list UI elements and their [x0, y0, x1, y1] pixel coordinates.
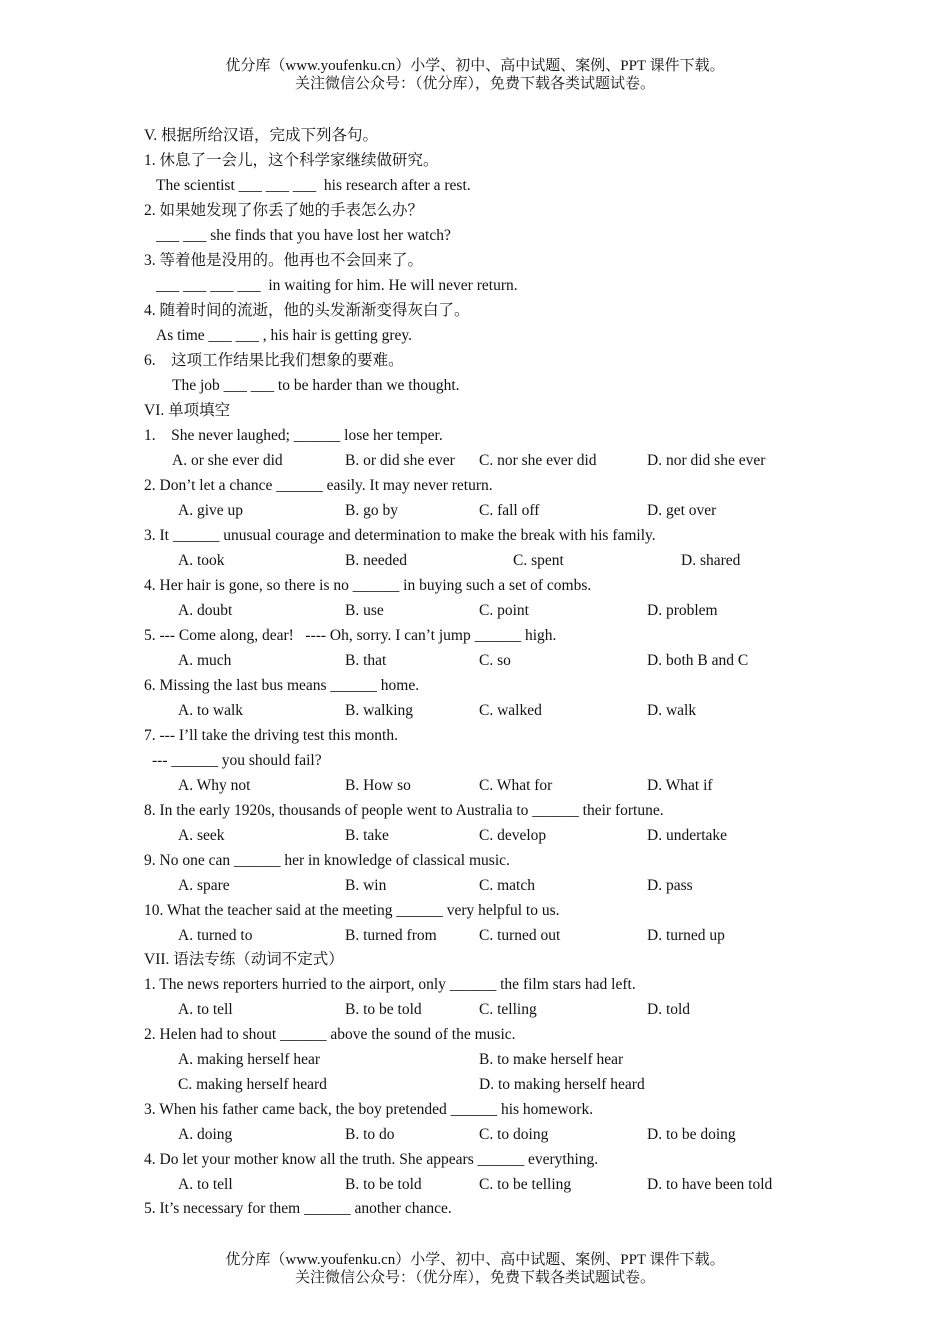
s6-q5-option-b: B. that	[345, 652, 387, 669]
s7-q1-option-b: B. to be told	[345, 1001, 422, 1018]
s6-q9-option-d: D. pass	[647, 877, 693, 894]
s5-q1-english: The scientist ___ ___ ___ his research after a rest.	[156, 177, 471, 194]
s6-q10-option-c: C. turned out	[479, 927, 561, 944]
s5-q6-english: The job ___ ___ to be harder than we thought.	[172, 377, 460, 394]
s7-q3-option-a: A. doing	[178, 1126, 233, 1143]
s7-q1-option-c: C. telling	[479, 1001, 537, 1018]
s7-q2-option-c: C. making herself heard	[178, 1076, 327, 1093]
header-line-1: 优分库（www.youfenku.cn）小学、初中、高中试题、案例、PPT 课件下载。	[225, 58, 725, 74]
s7-q4-option-c: C. to be telling	[479, 1176, 572, 1193]
s6-q6-option-b: B. walking	[345, 702, 414, 719]
s6-q9-option-a: A. spare	[178, 877, 230, 894]
s6-q7-option-b: B. How so	[345, 777, 411, 794]
s6-q1-option-a: A. or she ever did	[172, 452, 283, 469]
s6-q7-stem: 7. --- I’ll take the driving test this month.	[144, 727, 398, 744]
s6-q8-option-c: C. develop	[479, 827, 547, 844]
s7-q1-stem: 1. The news reporters hurried to the airport, only ______ the film stars had left.	[144, 976, 636, 993]
s7-q2-option-a: A. making herself hear	[178, 1051, 321, 1068]
s7-q3-stem: 3. When his father came back, the boy pretended ______ his homework.	[144, 1101, 594, 1118]
s7-q1-option-a: A. to tell	[178, 1001, 233, 1018]
section-7-title: VII. 语法专练（动词不定式）	[144, 951, 344, 968]
s7-q3-option-c: C. to doing	[479, 1126, 549, 1143]
s6-q4-option-a: A. doubt	[178, 602, 233, 619]
s6-q7-stem-reply: --- ______ you should fail?	[152, 752, 322, 769]
s6-q1-option-c: C. nor she ever did	[479, 452, 597, 469]
s6-q6-option-d: D. walk	[647, 702, 697, 719]
s6-q6-option-a: A. to walk	[178, 702, 244, 719]
s6-q5-stem: 5. --- Come along, dear! ---- Oh, sorry. I can’t jump ______ high.	[144, 627, 557, 644]
s7-q5-stem: 5. It’s necessary for them ______ another chance.	[144, 1200, 452, 1217]
page-footer	[0, 1251, 950, 1287]
s6-q3-option-b: B. needed	[345, 552, 407, 569]
s6-q8-option-a: A. seek	[178, 827, 225, 844]
footer-line-2: 关注微信公众号：（优分库），免费下载各类试题试卷。	[294, 1270, 655, 1286]
s6-q1-option-b: B. or did she ever	[345, 452, 455, 469]
s5-q2-chinese: 2. 如果她发现了你丢了她的手表怎么办？	[144, 202, 424, 219]
s5-q1-chinese: 1. 休息了一会儿，这个科学家继续做研究。	[144, 152, 439, 169]
s7-q4-option-d: D. to have been told	[647, 1176, 773, 1193]
s6-q1-stem: 1. She never laughed; ______ lose her temper.	[144, 427, 443, 444]
s6-q8-option-d: D. undertake	[647, 827, 728, 844]
s6-q5-option-a: A. much	[178, 652, 232, 669]
s6-q2-stem: 2. Don’t let a chance ______ easily. It may never return.	[144, 477, 493, 494]
s6-q3-stem: 3. It ______ unusual courage and determination to make the break with his family.	[144, 527, 656, 544]
s6-q4-stem: 4. Her hair is gone, so there is no ______ in buying such a set of combs.	[144, 577, 592, 594]
s6-q5-option-c: C. so	[479, 652, 511, 669]
s7-q2-stem: 2. Helen had to shout ______ above the sound of the music.	[144, 1026, 516, 1043]
footer-line-1: 优分库（www.youfenku.cn）小学、初中、高中试题、案例、PPT 课件下载。	[225, 1252, 725, 1268]
s6-q8-option-b: B. take	[345, 827, 389, 844]
s7-q2-option-d: D. to making herself heard	[479, 1076, 645, 1093]
s5-q4-english: As time ___ ___ , his hair is getting grey.	[156, 327, 413, 344]
s6-q2-option-d: D. get over	[647, 502, 717, 519]
s6-q10-stem: 10. What the teacher said at the meeting ______ very helpful to us.	[144, 902, 560, 919]
s6-q5-option-d: D. both B and C	[647, 652, 749, 669]
s6-q9-option-b: B. win	[345, 877, 387, 894]
s6-q2-option-b: B. go by	[345, 502, 398, 519]
s6-q10-option-a: A. turned to	[178, 927, 253, 944]
s7-q3-option-d: D. to be doing	[647, 1126, 736, 1143]
s6-q9-option-c: C. match	[479, 877, 535, 894]
s6-q1-option-d: D. nor did she ever	[647, 452, 766, 469]
page-header	[0, 57, 950, 93]
s5-q6-chinese: 6. 这项工作结果比我们想象的要难。	[144, 352, 404, 369]
header-line-2: 关注微信公众号：（优分库），免费下载各类试题试卷。	[294, 76, 655, 92]
s7-q3-option-b: B. to do	[345, 1126, 395, 1143]
s6-q3-option-d: D. shared	[681, 552, 741, 569]
section-5-title: V. 根据所给汉语，完成下列各句。	[144, 127, 378, 144]
s6-q9-stem: 9. No one can ______ her in knowledge of classical music.	[144, 852, 510, 869]
s6-q6-stem: 6. Missing the last bus means ______ home.	[144, 677, 420, 694]
s6-q7-option-c: C. What for	[479, 777, 553, 794]
s6-q8-stem: 8. In the early 1920s, thousands of people went to Australia to ______ their fortune.	[144, 802, 664, 819]
s6-q4-option-c: C. point	[479, 602, 529, 619]
s6-q6-option-c: C. walked	[479, 702, 542, 719]
s6-q4-option-b: B. use	[345, 602, 384, 619]
s5-q3-english: ___ ___ ___ ___ in waiting for him. He will never return.	[156, 277, 518, 294]
s6-q7-option-d: D. What if	[647, 777, 713, 794]
s6-q3-option-c: C. spent	[513, 552, 564, 569]
s5-q3-chinese: 3. 等着他是没用的。他再也不会回来了。	[144, 252, 424, 269]
section-6-title: VI. 单项填空	[144, 402, 231, 419]
s7-q4-option-a: A. to tell	[178, 1176, 233, 1193]
s5-q4-chinese: 4. 随着时间的流逝，他的头发渐渐变得灰白了。	[144, 302, 470, 319]
s7-q2-option-b: B. to make herself hear	[479, 1051, 624, 1068]
s6-q4-option-d: D. problem	[647, 602, 718, 619]
s6-q3-option-a: A. took	[178, 552, 225, 569]
s6-q2-option-c: C. fall off	[479, 502, 540, 519]
s6-q10-option-b: B. turned from	[345, 927, 437, 944]
s5-q2-english: ___ ___ she finds that you have lost her watch?	[156, 227, 451, 244]
s7-q1-option-d: D. told	[647, 1001, 691, 1018]
s6-q2-option-a: A. give up	[178, 502, 244, 519]
s7-q4-option-b: B. to be told	[345, 1176, 422, 1193]
s6-q10-option-d: D. turned up	[647, 927, 725, 944]
s7-q4-stem: 4. Do let your mother know all the truth. She appears ______ everything.	[144, 1151, 599, 1168]
s6-q7-option-a: A. Why not	[178, 777, 251, 794]
